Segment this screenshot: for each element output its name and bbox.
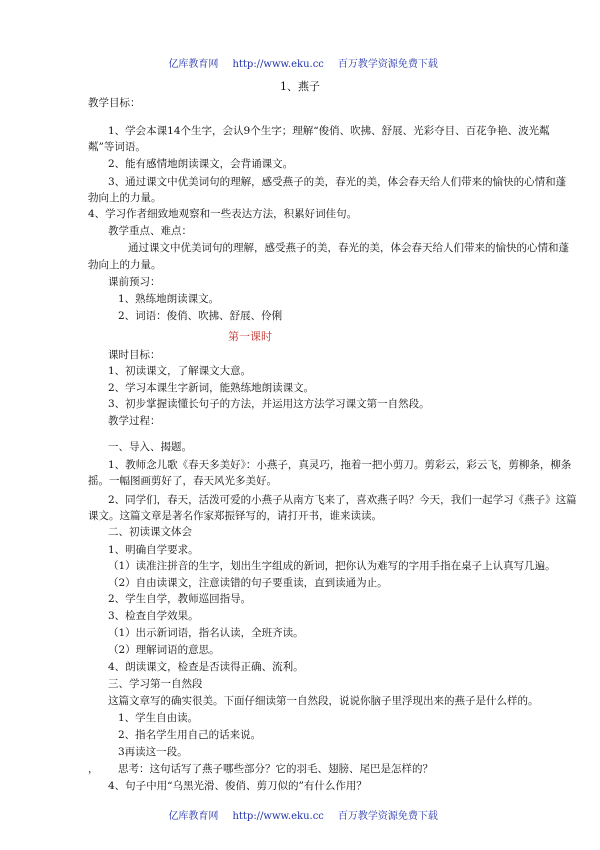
- text-line: 教学目标：: [88, 97, 141, 109]
- text-line: 2、学习本课生字新词，能熟练地朗读课文。: [108, 382, 315, 394]
- footer-slogan: 百万教学资源免费下载: [337, 811, 438, 822]
- page-header: [0, 44, 600, 70]
- text-line: 2、词语：俊俏、吹拂、舒展、伶俐: [118, 310, 283, 322]
- text-line: 1、学生自由读。: [118, 712, 199, 724]
- text-line: 勃向上的力量。: [88, 259, 162, 271]
- section-heading: 第一课时: [228, 330, 272, 343]
- text-line: 课文。这篇文章是著名作家郑振铎写的，请打开书，谁来读读。: [88, 510, 382, 522]
- text-line: 1、熟练地朗读课文。: [118, 293, 220, 305]
- text-line: 2、同学们，春天，活泼可爱的小燕子从南方飞来了，喜欢燕子吗？今天，我们一起学习《燕子》这篇: [108, 494, 577, 506]
- header-url[interactable]: http://www.eku.cc: [232, 59, 324, 70]
- text-line: 4、朗读课文，检查是否读得正确、流利。: [108, 661, 304, 673]
- text-line: 二、初读课文体会: [108, 526, 192, 538]
- text-line: 2、学生自学，教师巡回指导。: [108, 593, 252, 605]
- text-line: 2、指名学生用自己的话来说。: [118, 729, 262, 741]
- text-line: 勃向上的力量。: [88, 192, 162, 204]
- text-line: 课时目标：: [108, 349, 161, 361]
- text-line: 摇。一幅图画剪好了，春天风光多美好。: [88, 475, 277, 487]
- text-line: 粼”等词语。: [88, 141, 146, 153]
- text-line: 一、导入、揭题。: [108, 441, 192, 453]
- stray-comma: ，: [88, 763, 99, 775]
- text-line: （2）理解词语的意思。: [108, 644, 220, 656]
- text-line: 教学重点、难点：: [108, 225, 192, 237]
- text-line: 1、初读课文，了解课文大意。: [108, 365, 252, 377]
- text-line: 通过课文中优美词句的理解，感受燕子的美，春光的美，体会春天给人们带来的愉快的心情和蓬: [128, 242, 569, 254]
- footer-site-name: 亿库教育网: [168, 811, 219, 822]
- text-line: 这篇文章写的确实很美。下面仔细读第一自然段，说说你脑子里浮现出来的燕子是什么样的。: [108, 695, 539, 707]
- text-line: 4、句子中用“乌黑光滑、俊俏、剪刀似的”有什么作用？: [108, 780, 367, 792]
- page-footer: [0, 796, 600, 822]
- text-line: 1、学会本课14个生字，会认9个生字；理解“俊俏、吹拂、舒展、光彩夺目、百花争艳、波光粼: [108, 125, 550, 137]
- text-line: 教学过程：: [108, 415, 161, 427]
- text-line: 思考：这句话写了燕子哪些部分？它的羽毛、翅膀、尾巴是怎样的？: [118, 763, 433, 775]
- text-line: 1、明确自学要求。: [108, 544, 199, 556]
- text-line: （1）出示新词语，指名认读，全班齐读。: [108, 627, 304, 639]
- header-site-name: 亿库教育网: [168, 59, 219, 70]
- document-title: 1、燕子: [280, 80, 320, 93]
- footer-url[interactable]: http://www.eku.cc: [232, 811, 324, 822]
- text-line: （2）自由读课文，注意读错的句子要重读，直到读通为止。: [108, 577, 388, 589]
- text-line: 三、学习第一自然段: [108, 678, 203, 690]
- text-line: 3、通过课文中优美词句的理解，感受燕子的美，春光的美，体会春天给人们带来的愉快的心情和蓬: [108, 176, 567, 188]
- text-line: （1）读准注拼音的生字，划出生字组成的新词，把你认为难写的字用手指在桌子上认真写几遍。: [108, 560, 556, 572]
- text-line: 2、能有感情地朗读课文，会背诵课文。: [108, 158, 294, 170]
- text-line: 3、检查自学效果。: [108, 610, 199, 622]
- header-slogan: 百万教学资源免费下载: [337, 59, 438, 70]
- text-line: 课前预习：: [108, 276, 161, 288]
- text-line: 1、教师念儿歌《春天多美好》：小燕子，真灵巧，拖着一把小剪刀。剪彩云，彩云飞，剪柳条，柳条: [108, 459, 572, 471]
- text-line: 3、初步掌握读懂长句子的方法，并运用这方法学习课文第一自然段。: [108, 398, 430, 410]
- text-line: 3再读这一段。: [118, 746, 188, 758]
- text-line: 4、学习作者细致地观察和一些表达方法，积累好词佳句。: [88, 208, 358, 220]
